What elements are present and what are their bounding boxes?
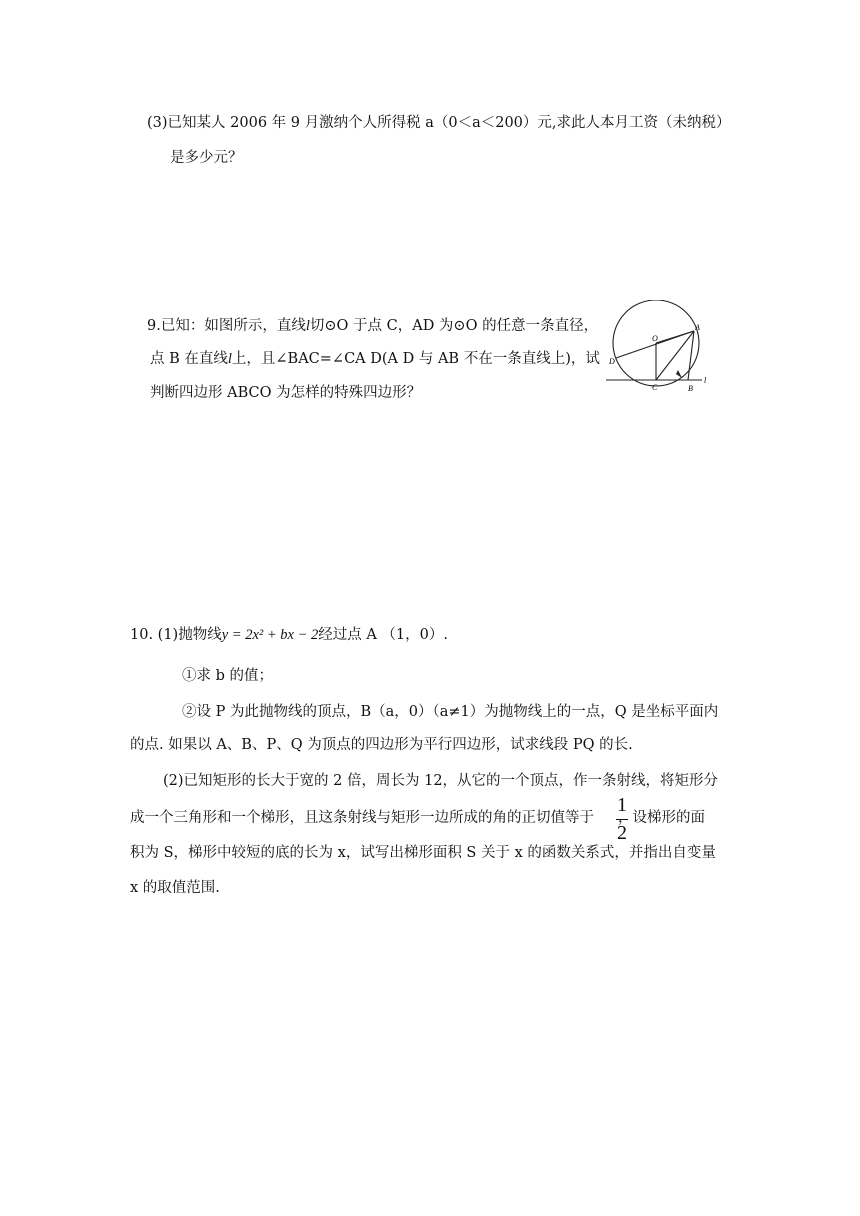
q10-part2-line2-end: ，设梯形的面 — [618, 810, 705, 826]
parabola-equation: y = 2x² + bx − 2 — [221, 627, 319, 643]
fraction-one-half — [616, 794, 628, 845]
line-l-symbol: l — [227, 351, 232, 367]
q9-line2-end: 上，且∠BAC=∠CA D(A D 与 AB 不在一条直线上)，试 — [231, 351, 600, 367]
q9-line2 — [150, 347, 600, 368]
angle-mark — [676, 370, 682, 378]
line-l-symbol: l — [305, 318, 310, 334]
q10-sub2-line2: 的点. 如果以 A、B、P、Q 为顶点的四边形为平行四边形，试求线段 PQ 的长. — [130, 737, 633, 753]
label-b: B — [688, 384, 693, 393]
label-d: D — [609, 357, 615, 366]
q8-3-line2: 是多少元？ — [170, 150, 243, 166]
q10-sub2-line1: ②设 P 为此抛物线的顶点，B（a，0）（a≠1）为抛物线上的一点，Q 是坐标平面内 — [182, 704, 719, 720]
q10-part2-line1: (2)已知矩形的长大于宽的 2 倍，周长为 12，从它的一个顶点，作一条射线，将矩形分 — [163, 773, 719, 789]
q10-part2-line2-start: 成一个三角形和一个梯形，且这条射线与矩形一边所成的角的正切值等于 — [130, 810, 594, 826]
q9-line1 — [147, 314, 598, 335]
q9-line1-start: 9.已知：如图所示，直线 — [147, 318, 306, 334]
q10-line1 — [130, 623, 448, 644]
q10-line1-end: 经过点 A （1，0）. — [318, 627, 448, 643]
label-l: l — [704, 376, 707, 385]
segment-ac — [656, 331, 694, 380]
fraction-numerator: 1 — [617, 794, 627, 816]
q9-line1-end: 切⊙O 于点 C，AD 为⊙O 的任意一条直径， — [309, 318, 599, 334]
label-o: O — [652, 334, 658, 343]
q10-part2-line3: 积为 S，梯形中较短的底的长为 x，试写出梯形面积 S 关于 x 的函数关系式，并指出自变量 — [130, 845, 716, 861]
circle-tangent-figure — [606, 300, 716, 400]
segment-oa — [656, 331, 694, 343]
q8-3-line1: (3)已知某人 2006 年 9 月激纳个人所得税 a（0＜a＜200）元,求此人本月工资（未纳税） — [147, 115, 731, 131]
q10-line1-start: 10. (1)抛物线 — [130, 627, 222, 643]
q9-line2-start: 点 B 在直线 — [150, 351, 228, 367]
label-c: C — [652, 383, 658, 392]
q10-part2-line4: x 的取值范围. — [130, 880, 220, 896]
q9-line3: 判断四边形 ABCO 为怎样的特殊四边形？ — [150, 385, 422, 401]
fraction-denominator: 2 — [617, 822, 627, 844]
label-a: A — [695, 323, 700, 332]
q10-sub1: ①求 b 的值； — [182, 668, 273, 684]
